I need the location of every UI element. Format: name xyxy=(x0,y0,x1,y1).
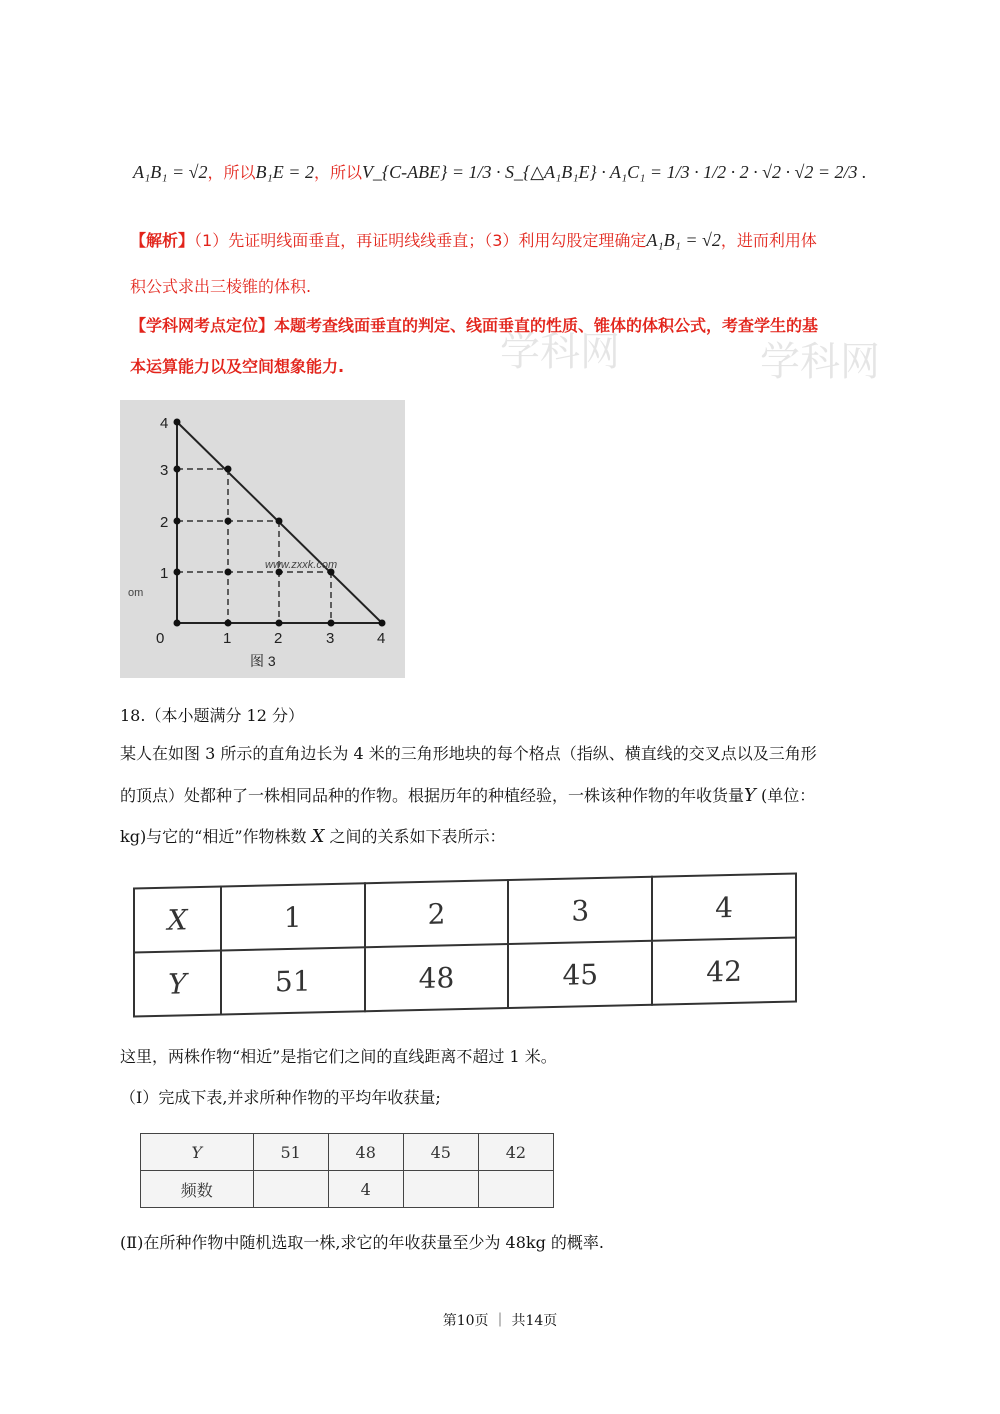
figure-side-mark: om xyxy=(128,587,144,599)
triangle-grid-diagram xyxy=(120,400,405,678)
relation-table xyxy=(133,872,797,1017)
analysis-text: （1）先证明线面垂直，再证明线线垂直；（3）利用勾股定理确定 xyxy=(194,231,647,250)
figure-caption: 图 3 xyxy=(250,653,276,669)
page-footer: 第10页 ｜ 共14页 xyxy=(442,1313,558,1329)
frequency-table xyxy=(140,1133,554,1208)
formula-separator: ，所以 xyxy=(313,163,362,182)
problem-line-3 xyxy=(120,828,506,846)
table-cell: 频数 xyxy=(141,1171,254,1208)
watermark-text: 学科网 xyxy=(500,329,620,375)
x-tick-label: 3 xyxy=(326,630,335,647)
y-tick-label: 4 xyxy=(160,415,169,432)
analysis-formula: A₁B₁ = √2 xyxy=(646,230,721,250)
table-cell: 51 xyxy=(221,947,365,1014)
table-cell xyxy=(253,1171,328,1208)
figure-3 xyxy=(120,400,405,678)
table-cell: X xyxy=(134,887,221,953)
problem-line-3-text: kg)与它的“相近”作物株数 xyxy=(120,827,312,846)
table-cell: Y xyxy=(141,1134,254,1171)
y-tick-label: 1 xyxy=(160,565,169,582)
table-cell: 42 xyxy=(478,1134,553,1171)
problem-line-3-tail: 之间的关系如下表所示： xyxy=(324,827,506,846)
table-row xyxy=(141,1134,554,1171)
question-1: （Ⅰ）完成下表,并求所种作物的平均年收获量; xyxy=(120,1088,441,1107)
y-tick-label: 3 xyxy=(160,462,169,479)
table-cell: 48 xyxy=(328,1134,403,1171)
analysis-text-tail: ，进而利用体 xyxy=(720,231,817,250)
positioning-text: 本题考查线面垂直的判定、线面垂直的性质、锥体的体积公式，考查学生的基 xyxy=(274,316,819,335)
problem-line-2-tail: (单位： xyxy=(755,786,816,805)
analysis-label: 【解析】 xyxy=(130,231,195,250)
table-row xyxy=(134,937,796,1016)
table-cell: 2 xyxy=(365,880,509,947)
problem-line-2-text: 的顶点）处都种了一株相同品种的作物。根据历年的种植经验，一株该种作物的年收货量 xyxy=(120,786,745,805)
positioning-label: 【学科网考点定位】 xyxy=(130,316,275,335)
table-cell: 4 xyxy=(328,1171,403,1208)
table-cell: 4 xyxy=(652,873,796,940)
table-cell: 45 xyxy=(508,941,652,1008)
table-cell: 1 xyxy=(221,883,365,950)
problem-line-2 xyxy=(120,787,815,805)
table-cell: 45 xyxy=(403,1134,478,1171)
formula-b1e: B₁E = 2 xyxy=(255,162,314,182)
table-cell: 51 xyxy=(253,1134,328,1171)
x-tick-label: 2 xyxy=(274,630,283,647)
table-row xyxy=(141,1171,554,1208)
analysis-line-2: 积公式求出三棱锥的体积. xyxy=(130,277,312,296)
watermark-text: 学科网 xyxy=(760,339,880,385)
analysis-line-1 xyxy=(130,228,817,251)
table-cell xyxy=(403,1171,478,1208)
formula-line xyxy=(133,160,866,183)
x-tick-label: 1 xyxy=(223,630,232,647)
table-cell xyxy=(478,1171,553,1208)
formula-volume: V_{C-ABE} = 1/3 · S_{△A₁B₁E} · A₁C₁ = 1/3 · 1/2 · 2 · √2 · √2 = 2/3 . xyxy=(361,162,867,182)
problem-note: 这里，两株作物“相近”是指它们之间的直线距离不超过 1 米。 xyxy=(120,1047,557,1066)
x-tick-label: 4 xyxy=(377,630,386,647)
formula-a1b1: A₁B₁ = √2 xyxy=(133,162,208,182)
problem-heading: 18.（本小题满分 12 分） xyxy=(120,706,304,725)
table-cell: 42 xyxy=(652,937,796,1004)
variable-x: X xyxy=(311,826,325,847)
variable-y: Y xyxy=(744,785,756,806)
question-2: (Ⅱ)在所种作物中随机选取一株,求它的年收获量至少为 48kg 的概率. xyxy=(120,1233,605,1252)
table-cell: Y xyxy=(134,951,221,1017)
y-tick-label: 2 xyxy=(160,514,169,531)
positioning-line-2: 本运算能力以及空间想象能力. xyxy=(130,357,345,376)
table-cell: 48 xyxy=(365,944,509,1011)
formula-separator: ，所以 xyxy=(207,163,256,182)
positioning-line-1 xyxy=(130,313,818,336)
table-cell: 3 xyxy=(508,877,652,944)
x-tick-label: 0 xyxy=(156,630,165,647)
figure-watermark: www.zxxk.com xyxy=(265,559,338,571)
problem-line-1: 某人在如图 3 所示的直角边长为 4 米的三角形地块的每个格点（指纵、横直线的交叉点以及三角形 xyxy=(120,744,817,763)
dashed-grid xyxy=(177,469,331,623)
